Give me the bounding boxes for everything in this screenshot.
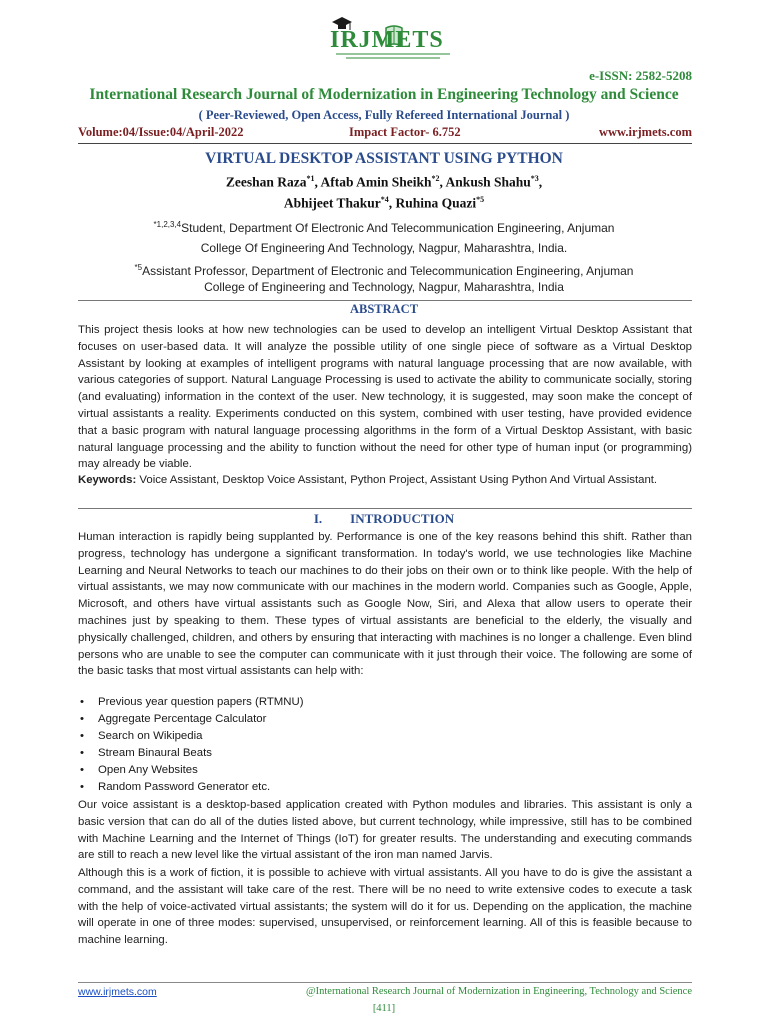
list-item: • Open Any Websites bbox=[78, 762, 304, 779]
impact-factor: Impact Factor- 6.752 bbox=[349, 125, 461, 139]
footer-copyright: @International Research Journal of Modernization in Engineering, Technology and Science bbox=[305, 986, 692, 997]
abstract-divider bbox=[78, 300, 692, 301]
peer-review-note: ( Peer-Reviewed, Open Access, Fully Refereed International Journal ) bbox=[198, 108, 570, 122]
introduction-heading: I. INTRODUCTION bbox=[313, 511, 455, 526]
journal-name: International Research Journal of Modernization in Engineering Technology and Science bbox=[89, 86, 679, 103]
header-divider bbox=[78, 143, 692, 144]
introduction-divider bbox=[78, 508, 692, 509]
list-item: • Random Password Generator etc. bbox=[78, 779, 304, 796]
affiliation-1-marker: *1,2,3,4 bbox=[153, 220, 182, 229]
abstract-heading: ABSTRACT bbox=[349, 302, 419, 316]
logo-text: IRJMETS bbox=[330, 27, 444, 53]
list-item: • Search on Wikipedia bbox=[78, 728, 304, 745]
volume-issue: Volume:04/Issue:04/April-2022 bbox=[78, 125, 244, 139]
affiliation-2-line-1: $^{*5}$Assistant Professor, Department of Electronic and Telecommunication Engineering, Anjuman bbox=[134, 263, 634, 278]
journal-website[interactable]: www.irjmets.com bbox=[598, 125, 692, 139]
affiliation-2-line-2: College of Engineering and Technology, Nagpur, Maharashtra, India bbox=[204, 280, 564, 294]
authors-line-2: Abhijeet Thakur$^{*4}$, Ruhina Quazi$^{*5}$ bbox=[283, 195, 485, 211]
task-list bbox=[78, 694, 304, 796]
affiliation-1-line-2: College Of Engineering And Technology, Nagpur, Maharashtra, India. bbox=[200, 241, 568, 255]
introduction-paragraph-2: Our voice assistant is a desktop-based application created with Python modules and libraries. This assistant is only a basic version that can do all of the duties listed above, but current technology, while impressive, still has to be combined with Machine Learning and the Internet of Things (IoT) for greater results. The understanding and executing commands are still to reach a new level like the virtual assistant of the iron man named Jarvis. bbox=[78, 799, 692, 862]
list-item: • Previous year question papers (RTMNU) bbox=[78, 694, 304, 711]
affiliation-1-line-1: $^{*1,2,3,4}$Student, Department Of Electronic And Telecommunication Engineering, Anjuman bbox=[153, 220, 615, 235]
introduction-paragraph-1: Human interaction is rapidly being supplanted by. Performance is one of the key reasons behind this shift. Rather than progress, technology has undergone a significant transformation. In today's world, we use technologies like Machine Learning and Neural Networks to teach our machines to do their jobs on their own or to think like people. With the help of virtual assistants, we may now communicate with our machines in the modern world. Companies such as Google, Apple, Microsoft, and others have virtual assistants such as Google Now, Siri, and Alexa that allow users to operate their machines just by speaking to them. These types of virtual assistants are beneficial to the elderly, the visually and physically challenged, children, and others by ensuring that interacting with machines is no longer a challenge. Even blind persons who are unable to see the computer can communicate with it just through their voice. The following are some of the basic tasks that most virtual assistants can help with: bbox=[78, 531, 692, 678]
footer-website-link[interactable]: www.irjmets.com bbox=[78, 986, 157, 998]
introduction-paragraph-3: Although this is a work of fiction, it is possible to achieve with virtual assistants. All you have to do is give the assistant a command, and the assistant will take care of the rest. There will be no need to write extensive codes to execute a task with the help of voice-activated virtual assistants; the system will do it for us. Depending on the application, the machine will operate in one of three modes: supervised, unsupervised, or reinforcement learning. All of this is feasible because to machine learning. bbox=[78, 867, 692, 947]
page-number: [411] bbox=[372, 1003, 396, 1014]
list-item: • Aggregate Percentage Calculator bbox=[78, 711, 304, 728]
keywords-label: Keywords: bbox=[78, 474, 137, 486]
abstract-body: This project thesis looks at how new technologies can be used to develop an intelligent Virtual Desktop Assistant that focuses on user-based data. It will analyze the possible utility of one single piece of software as a Virtual Desktop Assistant by looking at examples of intelligent programs with natural language processing that are now available, with various categories of support. Natural Language Processing is used to activate the ability to communicate socially, storing (and evaluating) information in the context of the user. New technology, it is suggested, may soon make the concept of virtual assistants a reality. Experiments conducted on this system, combined with user testing, have provided evidence that a basic program with natural language processing algorithms in the form of a Virtual Desktop Assistant, with basic natural language processing and the ability to function without the need for other type of human input (or programming) may already be viable. bbox=[78, 324, 692, 471]
eissn: e-ISSN: 2582-5208 bbox=[589, 68, 692, 83]
affiliation-2-marker: *5 bbox=[134, 263, 143, 272]
list-item: • Stream Binaural Beats bbox=[78, 745, 304, 762]
paper-title: VIRTUAL DESKTOP ASSISTANT USING PYTHON bbox=[205, 150, 563, 167]
keywords-list: Voice Assistant, Desktop Voice Assistant, Python Project, Assistant Using Python And Virtual Assistant. bbox=[136, 474, 658, 486]
keywords bbox=[78, 472, 692, 489]
footer-divider bbox=[78, 982, 692, 983]
authors-line-1: Zeeshan Raza$^{*1}$, Aftab Amin Sheikh$^{*2}$, Ankush Shahu$^{*3}$, bbox=[225, 174, 543, 190]
